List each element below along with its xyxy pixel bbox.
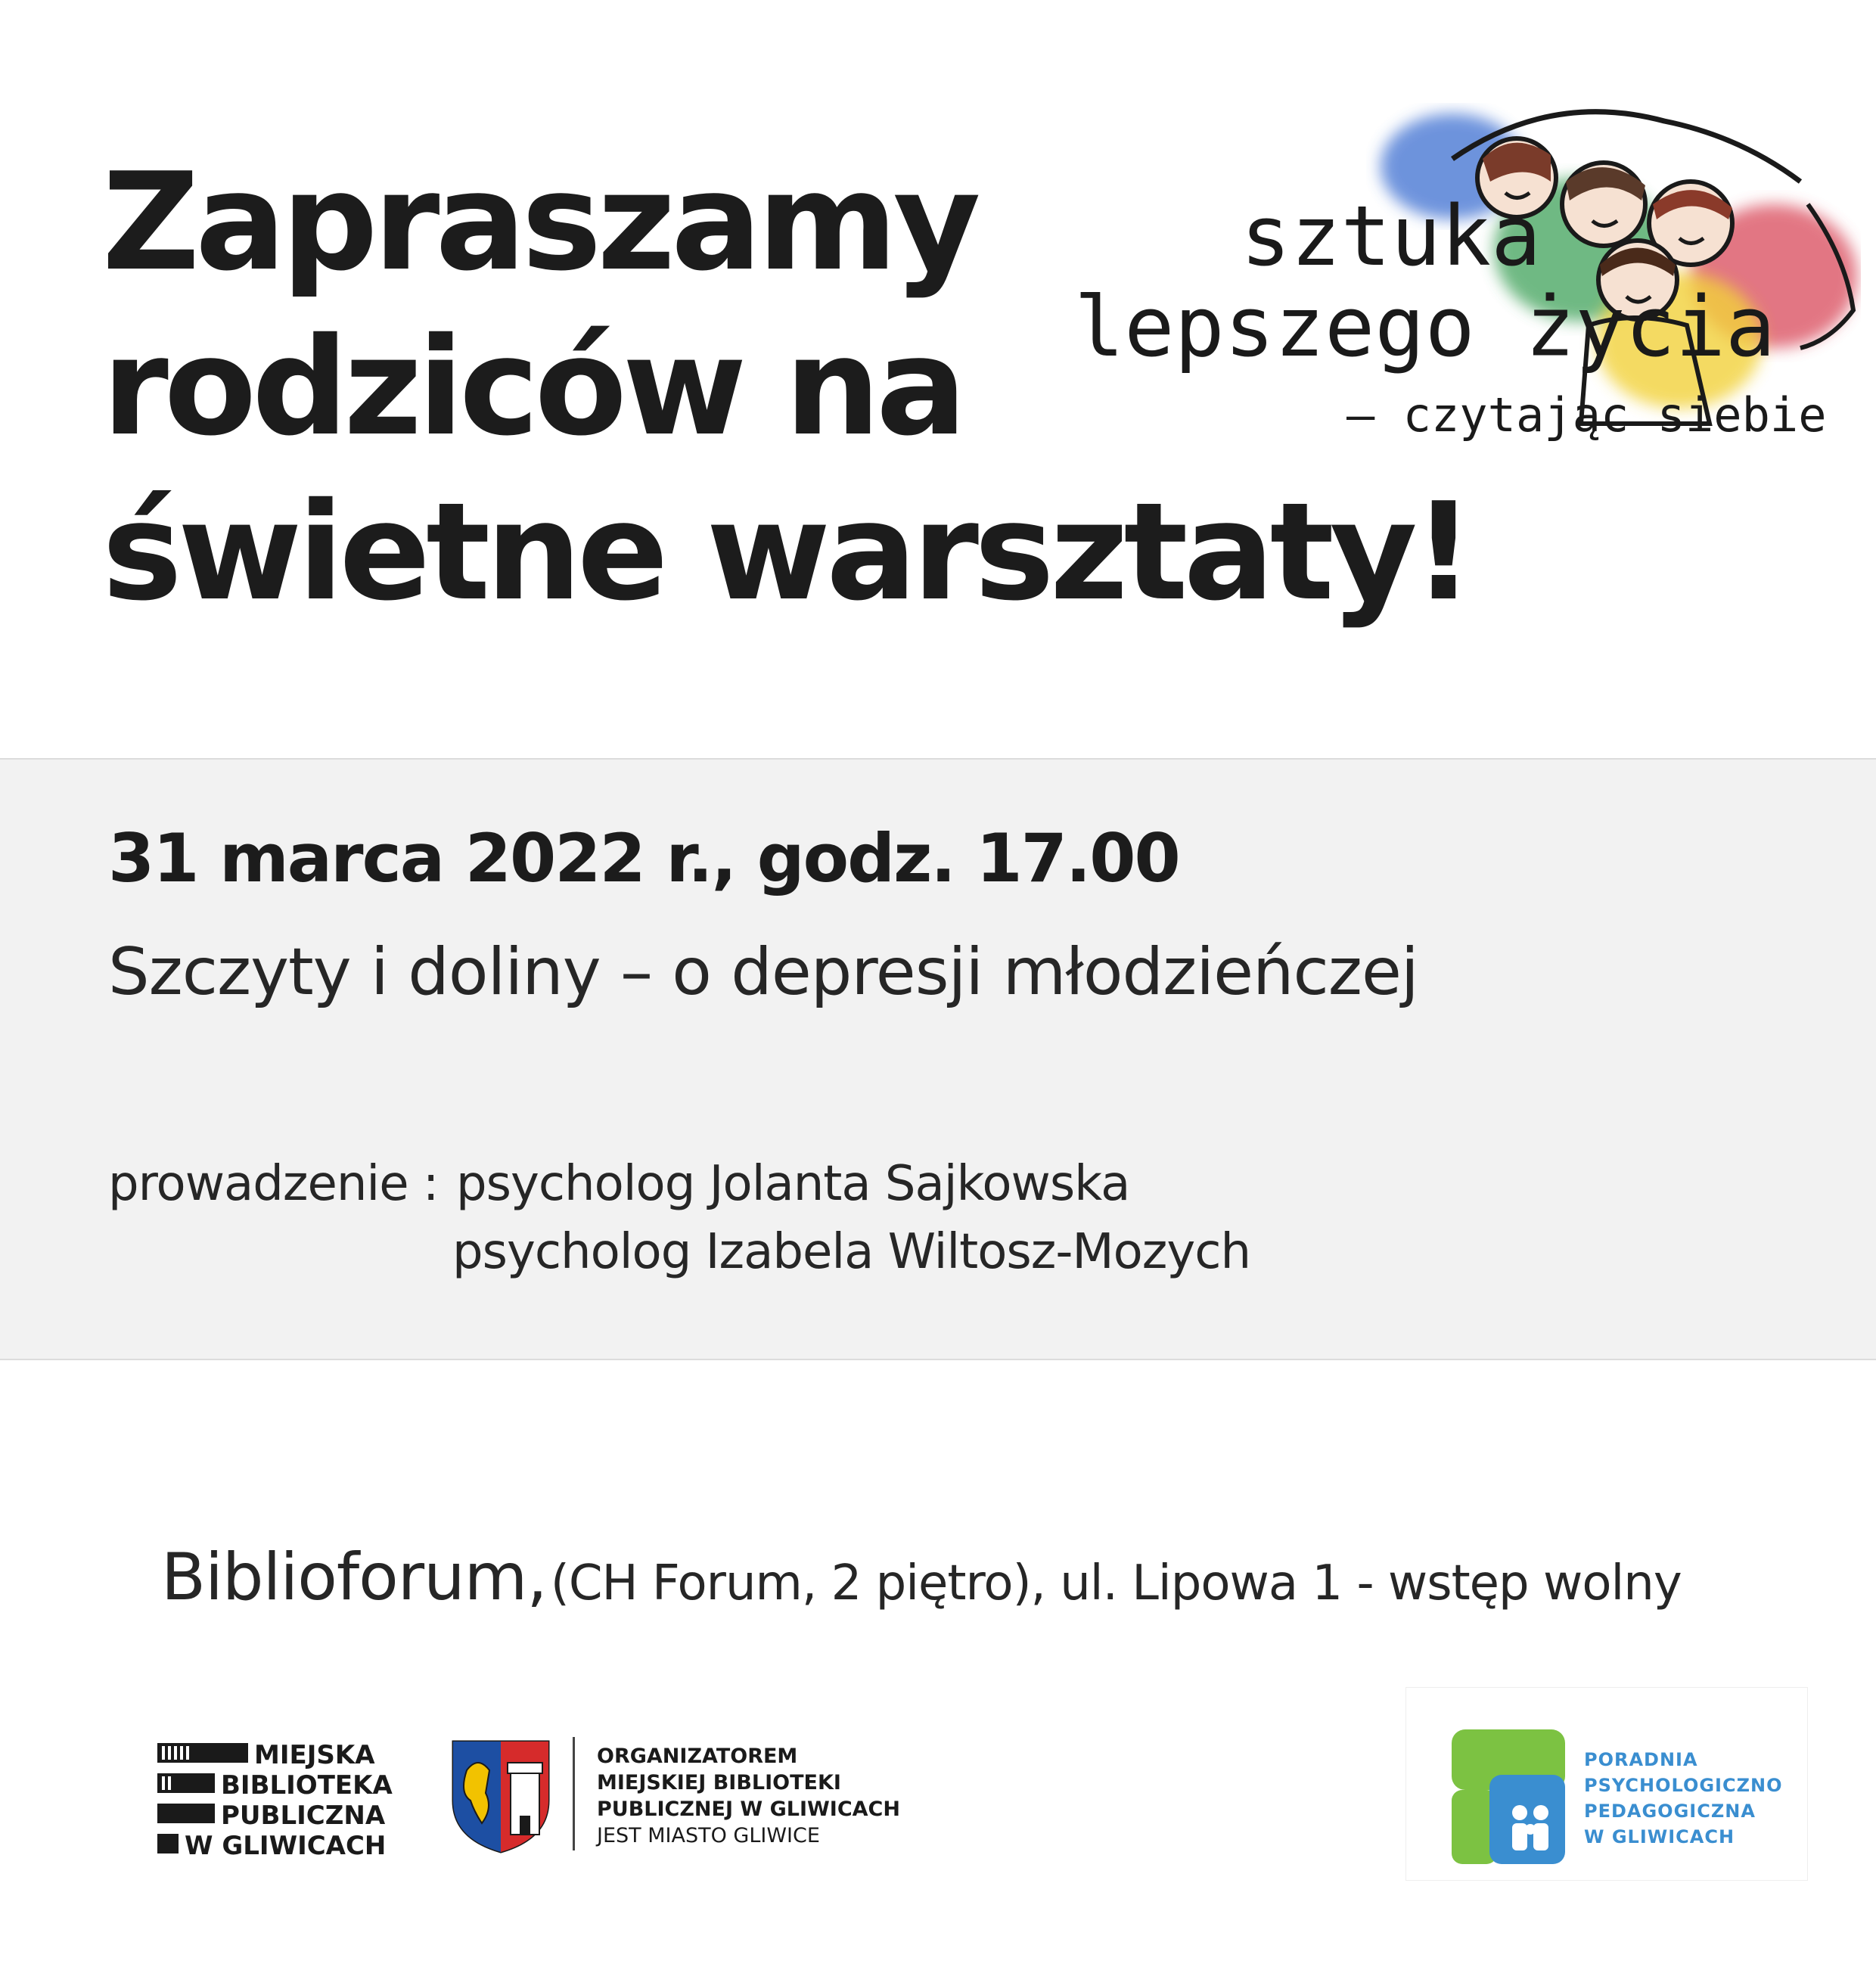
headline-line-3: świetne warsztaty! [102, 474, 1471, 630]
host-2: psycholog Izabela Wiltosz-Mozych [452, 1224, 1250, 1280]
venue [161, 1540, 1682, 1615]
organizer-line-1: ORGANIZATOREM [597, 1745, 798, 1768]
mbp-logo [157, 1740, 393, 1861]
headline-line-1: Zapraszamy [102, 144, 977, 300]
ppp-line-2: PSYCHOLOGICZNO [1584, 1775, 1783, 1796]
organizer-block [452, 1737, 905, 1858]
mbp-line-3: PUBLICZNA [221, 1801, 386, 1831]
puzzle-family-icon [1452, 1729, 1565, 1864]
art-logo-line-2: lepszego życia [1074, 278, 1776, 375]
ppp-logo [1405, 1687, 1808, 1881]
host-1: psycholog Jolanta Sajkowska [456, 1156, 1130, 1212]
ppp-line-3: PEDAGOGICZNA [1584, 1801, 1756, 1822]
mbp-line-1: MIEJSKA [254, 1740, 375, 1770]
mbp-line-4: W GLIWICACH [185, 1831, 387, 1861]
event-date: 31 marca 2022 r., godz. 17.00 [108, 819, 1179, 897]
sztuka-lepszego-zycia-logo [1059, 91, 1861, 484]
hosts-label: prowadzenie : [108, 1156, 439, 1212]
organizer-line-2: MIEJSKIEJ BIBLIOTEKI [597, 1771, 841, 1794]
ppp-text [1584, 1747, 1782, 1850]
art-logo-line-3: – czytając siebie [1346, 387, 1827, 443]
organizer-line-3: PUBLICZNEJ W GLIWICACH [597, 1798, 900, 1821]
venue-name: Biblioforum, [161, 1540, 547, 1615]
event-title: Szczyty i doliny – o depresji młodzieńczej [108, 934, 1418, 1010]
headline-line-2: rodziców na [102, 309, 963, 465]
ppp-line-1: PORADNIA [1584, 1749, 1698, 1770]
mbp-line-2: BIBLIOTEKA [221, 1770, 393, 1801]
venue-details: (CH Forum, 2 piętro), ul. Lipowa 1 - wstęp wolny [550, 1555, 1682, 1611]
ppp-line-4: W GLIWICACH [1584, 1826, 1735, 1847]
art-logo-line-1: sztuka [1241, 188, 1542, 284]
organizer-divider [573, 1737, 575, 1850]
organizer-line-4: JEST MIASTO GLIWICE [597, 1824, 820, 1847]
organizer-text [597, 1743, 900, 1849]
gliwice-crest-icon [452, 1740, 550, 1853]
